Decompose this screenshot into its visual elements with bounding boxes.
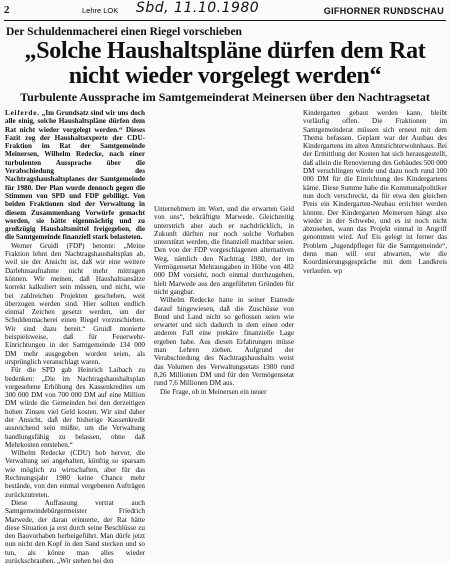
paragraph: Die Frage, ob in Meinersen ein neuer: [160, 387, 267, 396]
page-number: 2: [4, 4, 10, 16]
paragraph: Kindergarten gebaut werden kann, bleibt vorläufig offen. Die Fraktionen im Samtgemeinderat müssen sich erneut mit dem Thema befassen. Geplant war der Ausbau des Kindergartens im alten Amtsrichterwohnhaus. Bei der Ermittlung der Kosten hat sich herausgestellt, daß allein die Renovierung des Gebäudes 500 000 DM verschlingen würde und dazu noch rund 100 000 DM für die Einrichtung des Kindergartens käme. Diese Summe habe die Kommunalpolitiker nun doch verschreckt, da für etwa den gleichen Preis ein Kindergarten-Neubau errichtet werden könnte. Der Kindergarten Meinersen hängt also wieder in der Schwebe, und es ist noch nicht abzusehen, wann das Projekt einmal in Angriff genommen wird. Auf Eis gelegt ist ferner das Problem „Jugendpfleger für die Samtgemeinde“, denn man will erst abwarten, wie die Koordinierungsgespräche mit dem Landkreis verlaufen. wp: [303, 109, 447, 275]
dateline: Leiferde.: [5, 109, 40, 117]
column-3: [303, 109, 447, 561]
handwritten-date: Sbd, 11.10.1980: [136, 0, 260, 16]
column-1: [5, 109, 146, 565]
paragraph: Werner Gruidl (FDP) betonte: „Meine Fraktion lehnt den Nachtragshaushaltsplan ab, weil sie der Ansicht ist, daß wir eine weitere Darlehnsaufnahme nicht mehr mittragen können. Wir meinen, daß Haushaltsansätze korrekt kalkuliert sein müssen, und nicht, wie bei zahlreichen Projekten geschehen, weit überzogen werden sind. Hier sollten endlich einmal Zeichen gesetzt werden, um der Schuldenmacherei einen Riegel vorzuschieben. Wir sind dazu bereit.“ Gruidl monierte beispielsweise, daß für Feuerwehr-Einrichtungen in der Samtgemeinde 134 000 DM mehr ausgegeben worden seien, als ursprünglich veranschlagt waren.: [5, 241, 145, 366]
paragraph: Wilhelm Redecke hatte in seiner Etatrede darauf hingewiesen, daß die Zuschüsse von Bund und Land nicht so geflossen seien wie erwartet und sich dadurch in dem einen oder anderen Fall eine prekäre finanzielle Lage ergeben habe. Aus diesen Erfahrungen müsse man Lehren ziehen. Aufgrund der Verabschiedung des Nachtragshaushalts weist das Volumen des Verwaltungsetats 1980 rund 8,26 Millionen DM und für den Vermögensetat rund 7,6 Millionen DM aus.: [154, 296, 294, 388]
column-2: [154, 205, 294, 561]
article-subheadline: Turbulente Aussprache im Samtgemeinderat Meinersen über den Nachtragsetat: [20, 90, 430, 104]
paragraph: Unternehmern im Wort, und die erwarten Geld von uns“, bekräftigte Marwede. Gleichzeitig unterstrich aber auch er nachdrücklich, in Zukunft dürften nur noch solche Vorhaben unterstützt werden, die finanziell machbar seien. Den von der FDP vorgeschlagenen alternativen Weg, nämlich den Nachtrag 1980, der im Vermögensetat Mehrausgaben in Höhe von 482 000 DM vorsieht, noch einmal durchzugehen, hielt Marwede aus den angeführten Gründen für nicht gangbar.: [154, 205, 294, 296]
header-rule: [4, 20, 446, 21]
article-body: [5, 109, 447, 565]
article-lead: [5, 109, 145, 242]
page-header: [0, 0, 450, 22]
article-kicker: Der Schuldenmacherei einen Riegel vorschieben: [6, 26, 242, 38]
section-label: Lehre LOK: [82, 6, 119, 15]
article-headline: „Solche Haushaltspläne dürfen dem Rat nicht wieder vorgelegt werden“: [24, 38, 426, 89]
paragraph: Wilhelm Redecke (CDU) hob hervor, die Verwaltung sei angehalten, künftig so sparsam wie möglich zu wirtschaften, aber für das Rechnungsjahr 1980 keine Chance mehr bestände, von den einmal vergebenen Aufträgen zurückzutreten.: [5, 449, 145, 499]
newspaper-name: GIFHORNER RUNDSCHAU: [323, 6, 444, 16]
paragraph: Für die SPD gab Heinrich Laibach zu bedenken: „Die im Nachtragshaushaltsplan vorgesehene Erhöhung des Kassenkredites um 300 000 DM von 700 000 DM auf eine Million DM würde die Gemeinden bei den derzeitigen hohen Zinsen viel Geld kosten. Wir sind daher der Ansicht, daß der bisherige Kassenkredit ausreichend sein müßte, um die Verwaltung handlungsfähig zu belassen, ohne daß Mehrkosten entstehen.“: [5, 366, 145, 449]
lead-text: „Im Grundsatz sind wir uns doch alle einig, solche Haushaltspläne dürfen dem Rat nicht wieder vorgelegt werden.“ Dieses Fazit zog der Haushaltsexperte der CDU-Fraktion im Rat der Samtgemeinde Meinersen, Wilhelm Redecke, nach einer turbulenten Aussprache über die Verabschiedung des Nachtragshaushaltsplanes der Samtgemeinde für 1980. Der Plan wurde dennoch gegen die Stimmen von SPD und FDP gebilligt. Von beiden Fraktionen sind der Verwaltung in diesem Zusammenhang Vorwürfe gemacht worden, sie hätte eigenmächtig und zu großzügig Haushaltsmittel freigegeben, die die Samtgemeinde finanziell stark belasteten.: [5, 109, 146, 242]
paragraph: Diese Auffassung vertrat auch Samtgemeindebürgermeister Friedrich Marwede, der daran erinnerte, der Rat hätte diese Situation ja erst durch seine Beschlüsse zu den Bauvorhaben herbeigeführt. Man dürfe jetzt nun nicht den Kopf in den Sand stecken und so tun, als könne man alles wieder zurückschrauben. „Wir stehen bei den: [5, 498, 145, 565]
